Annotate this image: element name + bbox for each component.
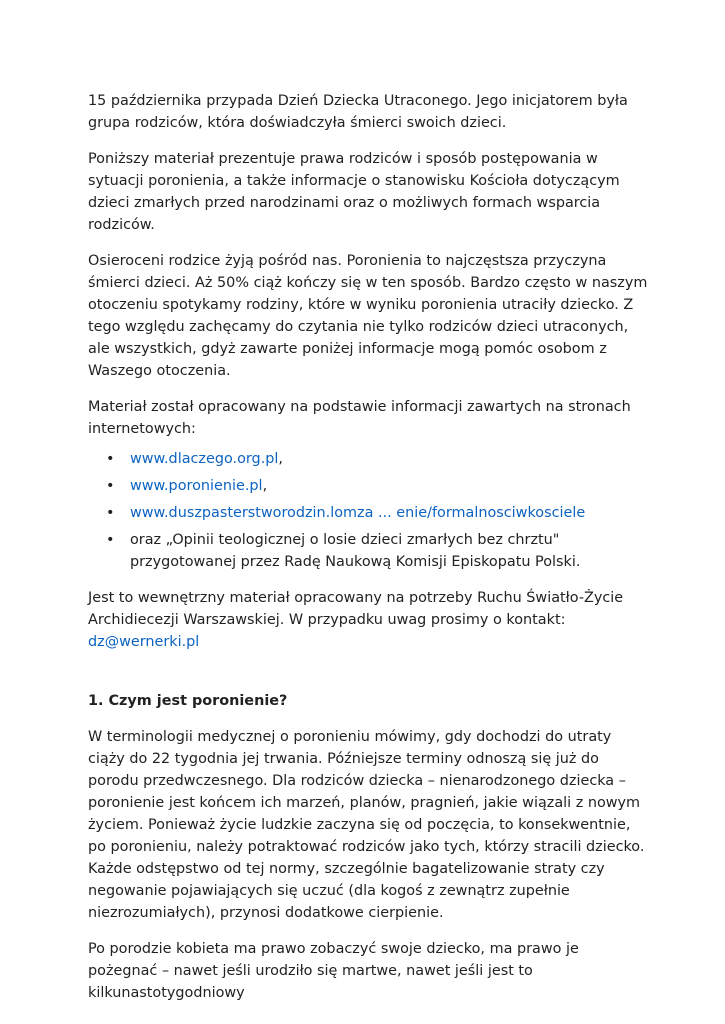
contact-text: Jest to wewnętrzny materiał opracowany na potrzeby Ruchu Światło-Życie Archidiecezji Warszawskiej. W przypadku uwag prosimy o kontakt: xyxy=(88,590,624,628)
source-text-opinion: oraz „Opinii teologicznej o losie dzieci zmarłych bez chrztu" przygotowanej przez Radę Naukową Komisji Episkopatu Polski. xyxy=(130,532,581,570)
source-link-poronienie[interactable]: www.poronienie.pl xyxy=(130,478,263,494)
intro-paragraph-3: Osieroceni rodzice żyją pośród nas. Poronienia to najczęstsza przyczyna śmierci dzieci. Aż 50% ciąż kończy się w ten sposób. Bardzo często w naszym otoczeniu spotykamy rodziny, które w wyniku poronienia utraciły dziecko. Z tego względu zachęcamy do czytania nie tylko rodziców dzieci utraconych, ale wszystkich, gdyż zawarte poniżej informacje mogą pomóc osobom z Waszego otoczenia. xyxy=(88,253,648,379)
contact-email-link[interactable]: dz@wernerki.pl xyxy=(88,634,200,650)
list-item xyxy=(88,448,648,470)
bullet-icon: • xyxy=(106,505,115,521)
list-item-suffix: , xyxy=(278,451,283,467)
intro-paragraph-1: 15 października przypada Dzień Dziecka Utraconego. Jego inicjatorem była grupa rodziców, która doświadczyła śmierci swoich dzieci. xyxy=(88,93,628,131)
section-paragraph-1: W terminologii medycznej o poronieniu mówimy, gdy dochodzi do utraty ciąży do 22 tygodnia jej trwania. Późniejsze terminy odnoszą się już do porodu przedwczesnego. Dla rodziców dziecka – nienarodzonego dziecka – poronienie jest końcem ich marzeń, planów, pragnień, jakie wiązali z nowym życiem. Ponieważ życie ludzkie zaczyna się od poczęcia, to konsekwentnie, po poronieniu, należy potraktować rodziców jako tych, którzy stracili dziecko. Każde odstępstwo od tej normy, szczególnie bagatelizowanie straty czy negowanie pojawiających się uczuć (dla kogoś z zewnątrz zupełnie niezrozumiałych), przynosi dodatkowe cierpienie. xyxy=(88,729,645,921)
document-page xyxy=(88,90,648,1018)
sources-list xyxy=(88,448,648,573)
intro-paragraph-4: Materiał został opracowany na podstawie informacji zawartych na stronach internetowych: xyxy=(88,399,631,437)
list-item xyxy=(88,502,648,524)
section-paragraph-2: Po porodzie kobieta ma prawo zobaczyć swoje dziecko, ma prawo je pożegnać – nawet jeśli urodziło się martwe, nawet jeśli jest to kilkunastotygodniowy xyxy=(88,941,579,1001)
bullet-icon: • xyxy=(106,451,115,467)
source-link-dlaczego[interactable]: www.dlaczego.org.pl xyxy=(130,451,279,467)
list-item xyxy=(88,475,648,497)
contact-paragraph xyxy=(88,587,648,653)
intro-paragraph-2: Poniższy materiał prezentuje prawa rodziców i sposób postępowania w sytuacji poronienia, a także informacje o stanowisku Kościoła dotyczącym dzieci zmarłych przed narodzinami oraz o możliwych formach wsparcia rodziców. xyxy=(88,151,620,233)
section-heading: 1. Czym jest poronienie? xyxy=(88,693,288,709)
bullet-icon: • xyxy=(106,478,115,494)
list-item xyxy=(88,529,648,573)
source-link-duszpasterstwo[interactable]: www.duszpasterstworodzin.lomza ... enie/formalnosciwkosciele xyxy=(130,505,586,521)
list-item-suffix: , xyxy=(262,478,268,494)
bullet-icon: • xyxy=(106,532,115,548)
